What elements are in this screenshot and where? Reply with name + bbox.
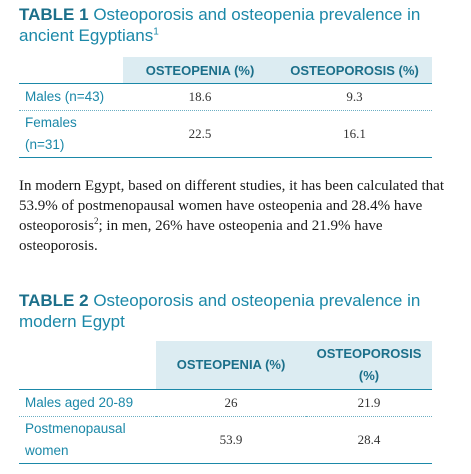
table-row <box>19 111 432 158</box>
table2-header-empty <box>19 341 156 390</box>
body-paragraph <box>19 176 444 256</box>
table2-header-osteoporosis <box>306 341 432 390</box>
row-label <box>19 111 123 158</box>
table-row <box>19 84 432 111</box>
table2-caption <box>19 290 459 332</box>
table2 <box>19 341 432 464</box>
table1-header-osteopenia: OSTEOPENIA (%) <box>123 57 277 84</box>
osteopenia-value: 26 <box>156 390 306 417</box>
row-label: Males (n=43) <box>19 84 123 111</box>
row-label-line2: women <box>25 443 69 458</box>
osteoporosis-value: 16.1 <box>277 111 432 158</box>
osteopenia-value: 22.5 <box>123 111 277 158</box>
table2-label: TABLE 2 <box>19 291 89 310</box>
row-label-line2: (n=31) <box>25 137 65 152</box>
table2-title: Osteoporosis and osteopenia prevalence in modern Egypt <box>19 291 421 331</box>
osteopenia-value: 53.9 <box>156 417 306 464</box>
table1-header-osteoporosis: OSTEOPOROSIS (%) <box>277 57 432 84</box>
table-row <box>19 417 432 464</box>
table2-header-osteopenia: OSTEOPENIA (%) <box>156 341 306 390</box>
row-label-line1: Postmenopausal <box>25 421 126 436</box>
table1 <box>19 57 432 158</box>
row-label <box>19 417 156 464</box>
osteoporosis-value: 9.3 <box>277 84 432 111</box>
table1-title: Osteoporosis and osteopenia prevalence in ancient Egyptians <box>19 5 421 45</box>
paragraph-ref: 2 <box>94 216 99 226</box>
row-label: Males aged 20-89 <box>19 390 156 417</box>
table1-header-empty <box>19 57 123 84</box>
osteoporosis-value: 28.4 <box>306 417 432 464</box>
osteoporosis-value: 21.9 <box>306 390 432 417</box>
paragraph-text-a: In modern Egypt, based on different studies, it has been calculated that 53.9% of postmenopausal women have osteopenia and 28.4% have osteoporosis <box>19 178 445 234</box>
table1-ref: 1 <box>153 26 159 38</box>
table-row <box>19 390 432 417</box>
table1-caption <box>19 4 459 46</box>
table2-header-osteoporosis-line1: OSTEOPOROSIS <box>316 346 422 361</box>
paragraph-text-b: ; in men, 26% have osteopenia and 21.9% have osteoporosis. <box>19 218 383 254</box>
osteopenia-value: 18.6 <box>123 84 277 111</box>
table1-label: TABLE 1 <box>19 5 89 24</box>
table1-header-row <box>19 57 432 84</box>
table2-header-osteoporosis-line2: (%) <box>358 368 380 383</box>
table2-header-row <box>19 341 432 390</box>
row-label-line1: Females <box>25 115 77 130</box>
